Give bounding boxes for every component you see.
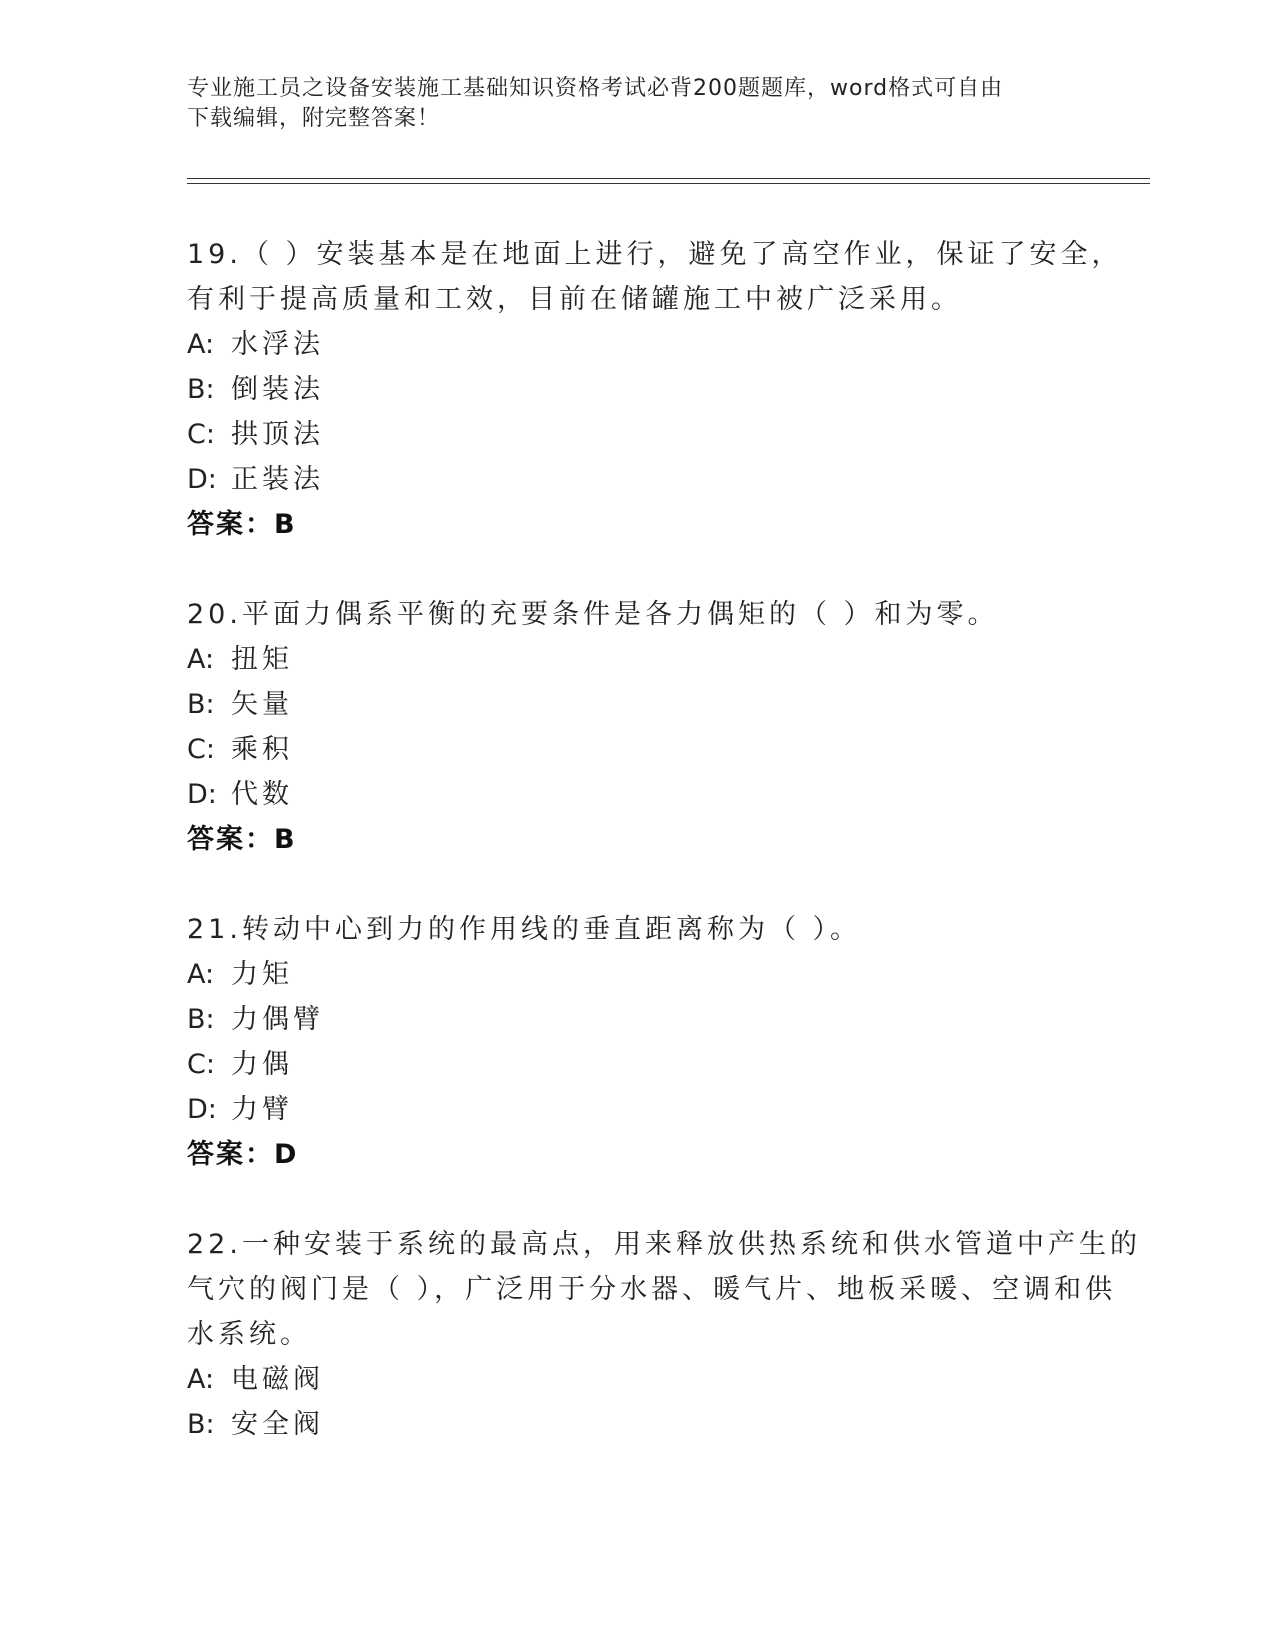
option-text: 倒装法 [231,374,324,405]
option-letter: D: [187,464,217,495]
question-text: 19.（ ）安装基本是在地面上进行，避免了高空作业，保证了安全， [187,239,1123,270]
question-block [187,232,1123,547]
option-letter: B: [187,1409,215,1440]
option-letter: C: [187,419,215,450]
answer-option [187,727,1087,772]
option-letter: A: [187,329,215,360]
option-text: 力偶臂 [231,1004,324,1035]
answer-key: 答案：B [187,824,297,855]
answer-key: 答案：D [187,1139,299,1170]
option-text: 拱顶法 [231,419,324,450]
question-text: 气穴的阀门是（ ），广泛用于分水器、暖气片、地板采暖、空调和供 [187,1274,1117,1305]
question-text: 有利于提高质量和工效，目前在储罐施工中被广泛采用。 [187,284,962,315]
answer-option [187,1042,1087,1087]
option-letter: D: [187,779,217,810]
option-letter: B: [187,689,215,720]
answer-option [187,997,1087,1042]
answer-option [187,1402,1087,1447]
option-letter: D: [187,1094,217,1125]
option-letter: B: [187,374,215,405]
answer-option [187,952,1087,997]
answer-option [187,1357,1087,1402]
option-text: 力矩 [231,959,293,990]
answer-key: 答案：B [187,509,297,540]
question-text: 20.平面力偶系平衡的充要条件是各力偶矩的（ ）和为零。 [187,599,999,630]
document-header [187,74,1067,134]
option-text: 安全阀 [231,1409,324,1440]
question-text: 22.一种安装于系统的最高点，用来释放供热系统和供水管道中产生的 [187,1229,1141,1260]
answer-option [187,637,1087,682]
question-list [187,232,1141,1492]
option-letter: A: [187,1364,215,1395]
option-text: 力臂 [231,1094,293,1125]
option-text: 正装法 [231,464,324,495]
question-text: 21.转动中心到力的作用线的垂直距离称为（ ）。 [187,914,862,945]
answer-option [187,1087,1087,1132]
option-text: 水浮法 [231,329,324,360]
answer-option [187,322,1087,367]
question-block [187,1222,1141,1447]
option-letter: A: [187,959,215,990]
header-divider-top [187,178,1150,179]
answer-option [187,772,1087,817]
option-text: 乘积 [231,734,293,765]
option-text: 矢量 [231,689,293,720]
header-line-1: 专业施工员之设备安装施工基础知识资格考试必背200题题库，word格式可自由 [187,76,1004,101]
option-text: 力偶 [231,1049,293,1080]
option-text: 电磁阀 [231,1364,324,1395]
answer-option [187,367,1087,412]
option-text: 代数 [231,779,293,810]
question-block [187,592,1087,862]
header-divider-bottom [187,183,1150,184]
answer-option [187,682,1087,727]
option-text: 扭矩 [231,644,293,675]
option-letter: C: [187,734,215,765]
option-letter: A: [187,644,215,675]
question-block [187,907,1087,1177]
question-text: 水系统。 [187,1319,311,1350]
option-letter: C: [187,1049,215,1080]
answer-option [187,412,1087,457]
answer-option [187,457,1087,502]
header-line-2: 下载编辑，附完整答案！ [187,106,441,131]
option-letter: B: [187,1004,215,1035]
